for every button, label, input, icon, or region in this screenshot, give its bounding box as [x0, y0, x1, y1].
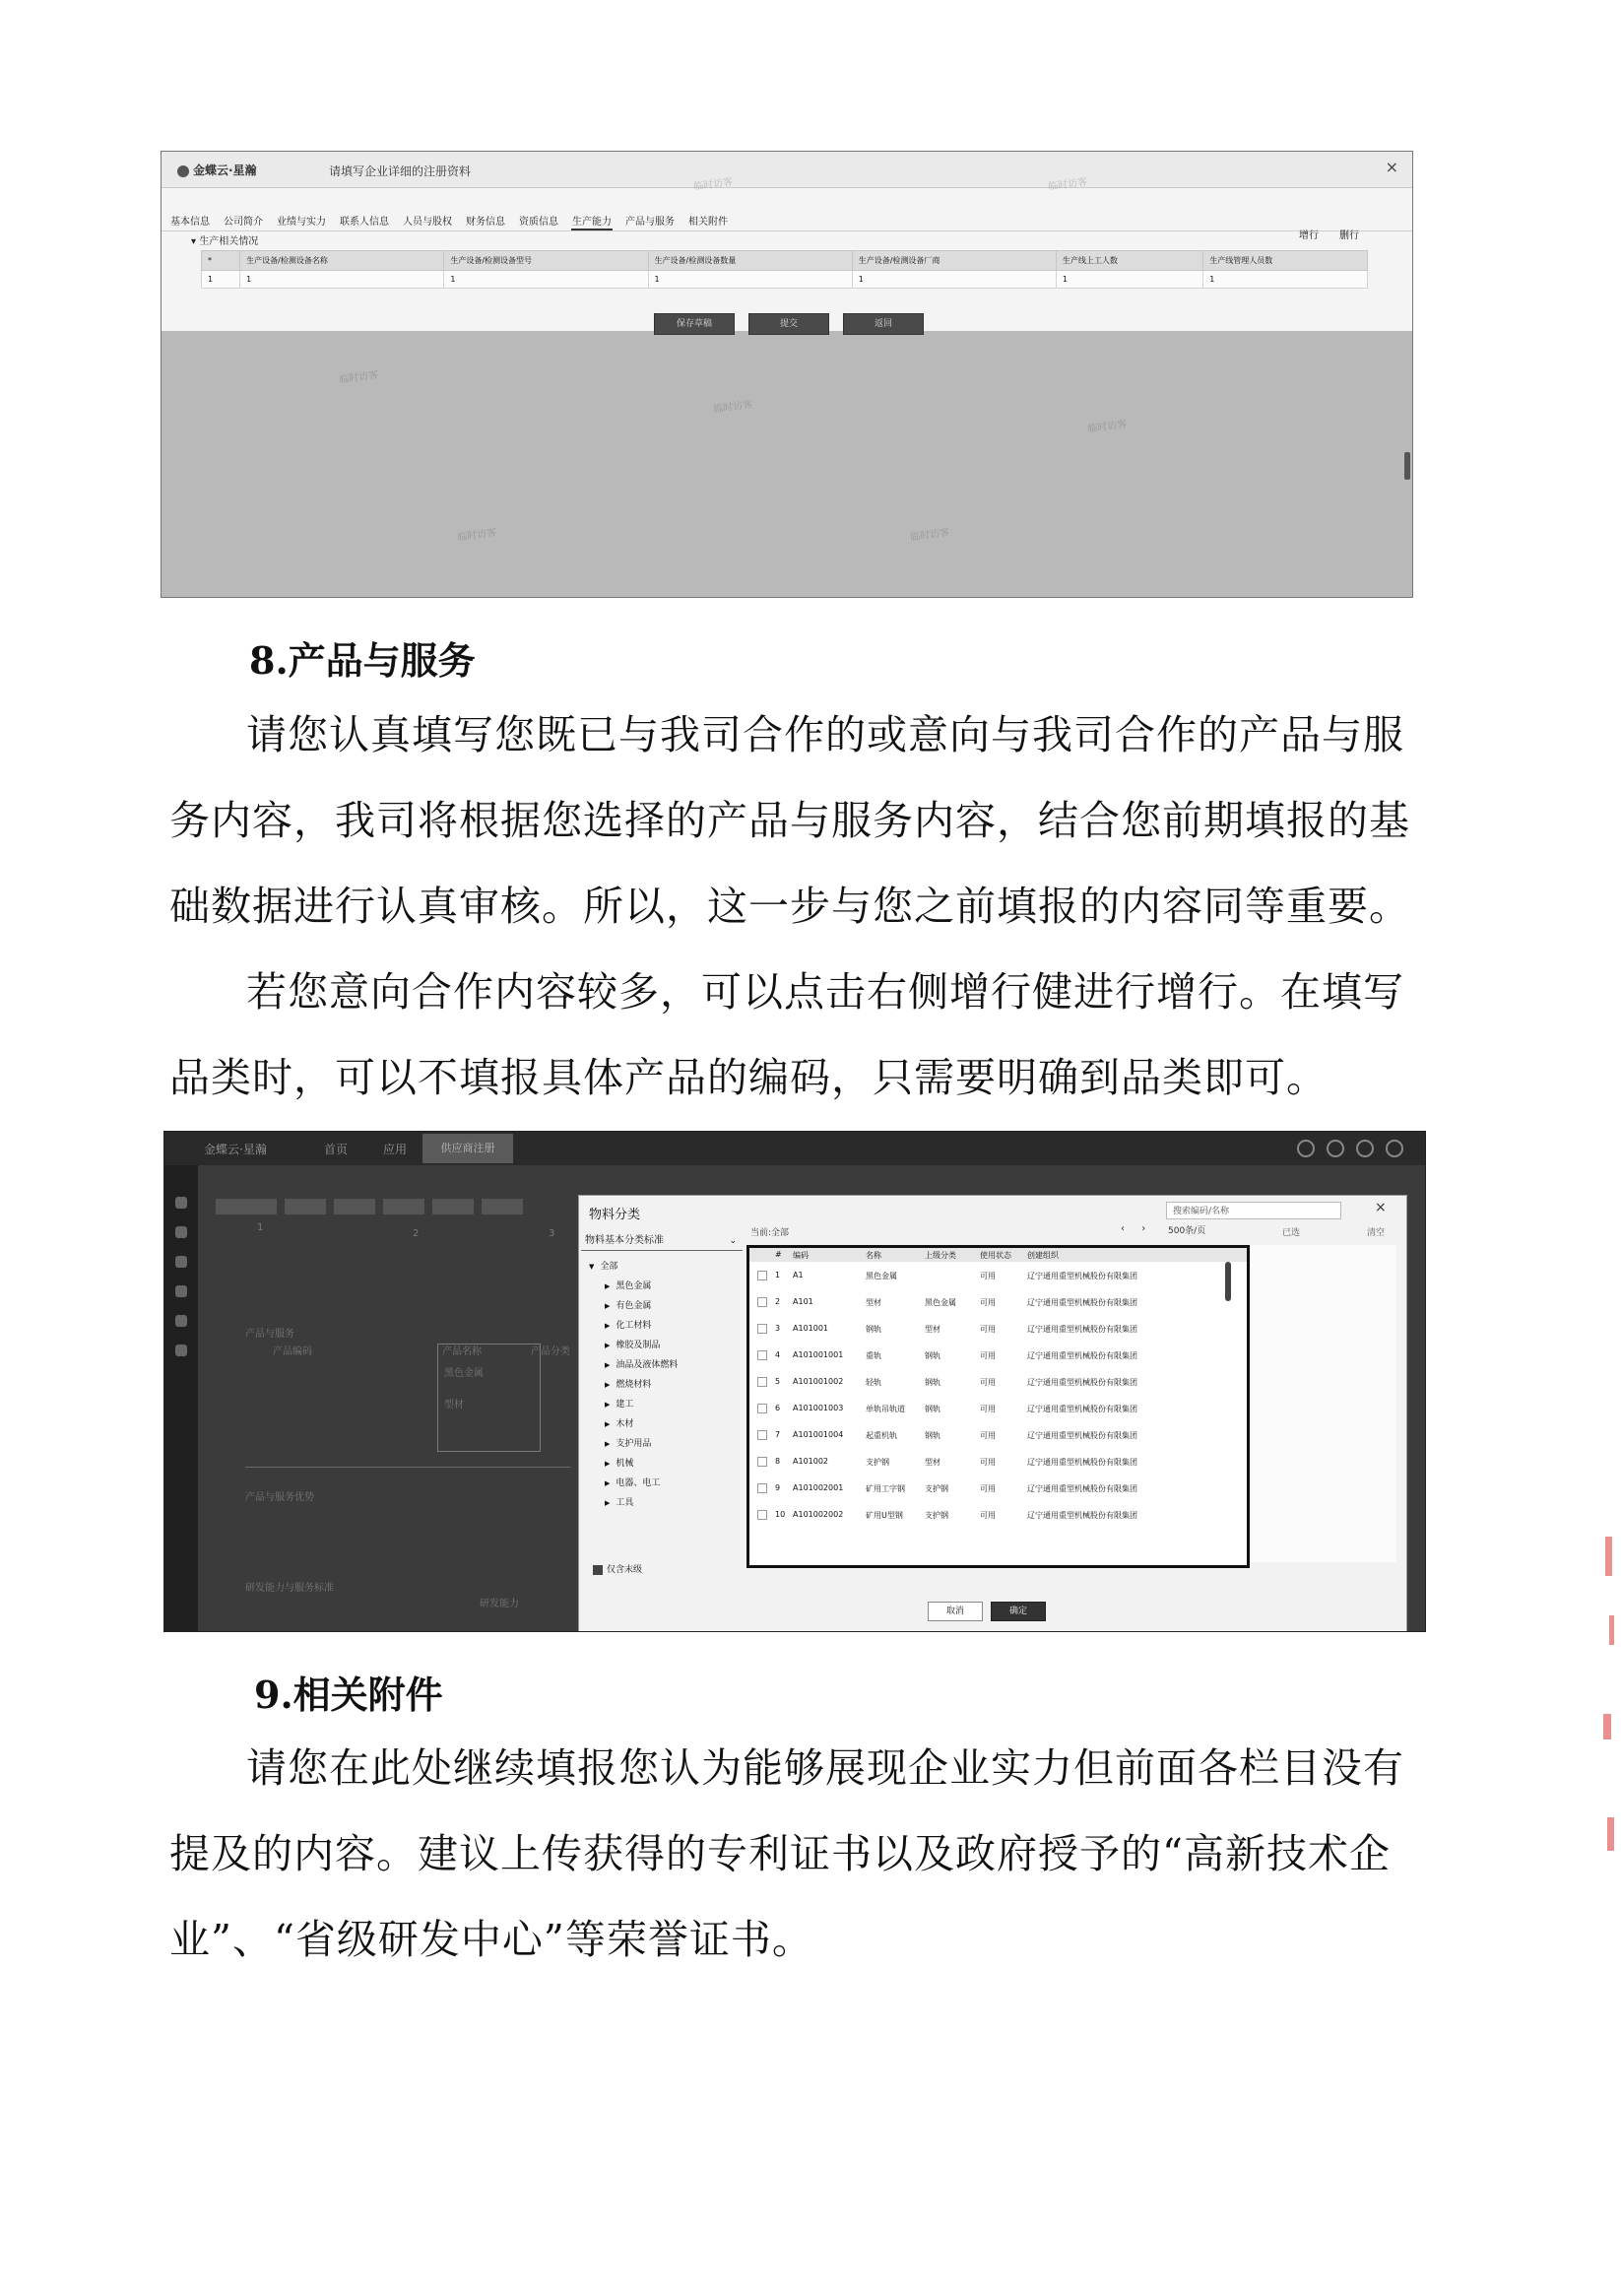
- tree-item[interactable]: [605, 1298, 651, 1311]
- row-index: 1: [202, 271, 240, 289]
- tree-item-label: 电器、电工: [616, 1478, 661, 1488]
- save-draft-button[interactable]: 保存草稿: [654, 313, 735, 335]
- section-production[interactable]: ▾ 生产相关情况: [191, 236, 259, 247]
- cell-code: A101002: [793, 1457, 829, 1466]
- table-row[interactable]: [202, 271, 1368, 289]
- table-row[interactable]: [749, 1288, 1247, 1315]
- paragraph-line: 若您意向合作内容较多，可以点击右侧增行健进行增行。在填写: [246, 968, 1404, 1016]
- scroll-handle[interactable]: [1404, 452, 1410, 480]
- cell-org: 辽宁通用重型机械股份有限集团: [1027, 1351, 1137, 1360]
- cell-no: 10: [775, 1510, 786, 1519]
- form-tabs: [169, 213, 729, 230]
- cell-status: 可用: [980, 1511, 996, 1520]
- watermark: 临时访客: [909, 527, 950, 544]
- cell-name: 轻轨: [866, 1378, 881, 1387]
- paragraph-line: 务内容，我司将根据您选择的产品与服务内容，结合您前期填报的基: [169, 797, 1410, 844]
- scrollbar[interactable]: [1225, 1262, 1231, 1301]
- material-category-screenshot: [163, 1131, 1426, 1632]
- caret-right-icon: ▶: [605, 1302, 611, 1310]
- cell-parent: 支护钢: [925, 1511, 948, 1520]
- menu-icon[interactable]: [175, 1315, 187, 1327]
- material-category-dialog: [578, 1195, 1407, 1632]
- tab-attachments[interactable]: 相关附件: [688, 217, 728, 228]
- app-sidebar: [164, 1165, 198, 1631]
- column-header: 生产设备/检测设备厂商: [852, 251, 1056, 271]
- cell-parent: 型材: [925, 1325, 940, 1334]
- table-row[interactable]: [749, 1448, 1247, 1475]
- help-icon[interactable]: [1327, 1140, 1344, 1157]
- submit-button[interactable]: 提交: [748, 313, 829, 335]
- tree-item[interactable]: [605, 1476, 660, 1488]
- cell-no: 5: [775, 1377, 781, 1386]
- column-header: 使用状态: [980, 1251, 1011, 1260]
- caret-right-icon: ▶: [605, 1420, 611, 1428]
- delete-row-button[interactable]: 删行: [1339, 230, 1359, 241]
- tab-production[interactable]: 生产能力: [571, 213, 613, 230]
- table-cell[interactable]: 1: [240, 271, 444, 289]
- cell-name: 矿用工字钢: [866, 1484, 905, 1493]
- tree-item-label: 油品及液体燃料: [616, 1360, 679, 1370]
- cell-status: 可用: [980, 1431, 996, 1440]
- column-header: 上级分类: [925, 1251, 956, 1260]
- dialog-title: 物料分类: [589, 1208, 641, 1222]
- toolbar-button[interactable]: [334, 1199, 375, 1214]
- cell-org: 辽宁通用重型机械股份有限集团: [1027, 1298, 1137, 1307]
- cell-no: 6: [775, 1404, 781, 1412]
- cell-status: 可用: [980, 1484, 996, 1493]
- row-checkbox[interactable]: [757, 1510, 767, 1520]
- row-checkbox[interactable]: [757, 1297, 767, 1307]
- menu-icon[interactable]: [175, 1345, 187, 1356]
- nav-apps[interactable]: 应用: [383, 1143, 408, 1156]
- column-header: 生产设备/检测设备名称: [240, 251, 444, 271]
- column-header: 编码: [793, 1251, 809, 1260]
- cell-org: 辽宁通用重型机械股份有限集团: [1027, 1325, 1137, 1334]
- brand-name: 金蝶云·星瀚: [193, 164, 257, 177]
- toolbar-button[interactable]: [285, 1199, 326, 1214]
- toolbar-button[interactable]: [432, 1199, 474, 1214]
- cell-parent: 支护钢: [925, 1484, 948, 1493]
- table-cell[interactable]: 1: [648, 271, 852, 289]
- cell-no: 4: [775, 1350, 781, 1359]
- tree-item-label: 全部: [600, 1262, 618, 1272]
- tab-contacts[interactable]: 联系人信息: [340, 217, 389, 228]
- tab-staff-equity[interactable]: 人员与股权: [403, 217, 452, 228]
- brand-logo: [177, 162, 257, 178]
- row-checkbox[interactable]: [757, 1404, 767, 1413]
- tree-item[interactable]: [605, 1338, 660, 1350]
- step-number: 1: [257, 1222, 264, 1233]
- tree-item-label: 木材: [616, 1419, 634, 1429]
- caret-right-icon: ▶: [605, 1361, 611, 1369]
- row-checkbox[interactable]: [757, 1271, 767, 1280]
- toolbar-button[interactable]: [383, 1199, 424, 1214]
- cancel-button[interactable]: 取消: [928, 1602, 983, 1621]
- chevron-down-icon: ⌄: [729, 1236, 737, 1246]
- caret-down-icon: ▼: [589, 1263, 595, 1271]
- section-heading-products: 8.产品与服务: [249, 638, 476, 683]
- checkbox-checked-icon: [593, 1565, 603, 1575]
- cell-parent: 型材: [925, 1458, 940, 1467]
- cell-status: 可用: [980, 1272, 996, 1280]
- dialog-footer: [579, 1594, 1406, 1631]
- caret-right-icon: ▶: [605, 1381, 611, 1389]
- cell-parent: 钢轨: [925, 1351, 940, 1360]
- tab-basic-info[interactable]: 基本信息: [170, 217, 210, 228]
- watermark: 临时访客: [456, 527, 497, 544]
- watermark: 临时访客: [692, 176, 734, 193]
- cell-code: A101002002: [793, 1510, 844, 1519]
- menu-icon[interactable]: [175, 1285, 187, 1297]
- section-heading-attachments: 9.相关附件: [254, 1673, 443, 1717]
- tree-item-label: 燃烧材料: [616, 1380, 652, 1390]
- tree-item-label: 建工: [616, 1400, 634, 1410]
- tree-item[interactable]: [605, 1318, 651, 1331]
- tab-divider: [162, 230, 1412, 231]
- watermark: 临时访客: [1086, 419, 1128, 435]
- cell-no: 3: [775, 1324, 781, 1333]
- table-row[interactable]: [749, 1262, 1247, 1288]
- selected-count: 已选: [1282, 1228, 1301, 1238]
- caret-right-icon: ▶: [605, 1479, 611, 1487]
- cell-status: 可用: [980, 1351, 996, 1360]
- table-row[interactable]: [749, 1368, 1247, 1395]
- cell-status: 可用: [980, 1458, 996, 1467]
- tab-company-profile[interactable]: 公司简介: [224, 217, 263, 228]
- pagination: [1121, 1223, 1206, 1236]
- ok-button[interactable]: 确定: [991, 1602, 1046, 1621]
- tree-item-label: 黑色金属: [616, 1281, 652, 1291]
- table-row[interactable]: [749, 1315, 1247, 1342]
- search-input[interactable]: 搜索编码/名称: [1166, 1202, 1341, 1219]
- cell-code: A101001: [793, 1324, 829, 1333]
- row-checkbox[interactable]: [757, 1430, 767, 1440]
- category-list-panel: [746, 1219, 1400, 1590]
- column-header: #: [775, 1250, 782, 1259]
- cell-org: 辽宁通用重型机械股份有限集团: [1027, 1405, 1137, 1413]
- close-icon[interactable]: ×: [1375, 1200, 1387, 1215]
- table-cell[interactable]: 1: [1056, 271, 1202, 289]
- tab-finance[interactable]: 财务信息: [466, 217, 505, 228]
- product-table-frame: [437, 1344, 541, 1452]
- page-size-select[interactable]: 500条/页: [1168, 1226, 1206, 1236]
- watermark: 临时访客: [712, 399, 753, 416]
- prev-page-button[interactable]: ‹: [1121, 1223, 1125, 1234]
- watermark: 临时访客: [338, 369, 379, 386]
- next-page-button[interactable]: ›: [1141, 1223, 1146, 1234]
- section-title: 产品与服务优势: [245, 1492, 314, 1503]
- tree-item-label: 有色金属: [616, 1301, 652, 1311]
- tree-item[interactable]: [605, 1377, 651, 1390]
- cell-no: 2: [775, 1297, 781, 1306]
- tab-products-services[interactable]: 产品与服务: [625, 217, 675, 228]
- table-cell[interactable]: 1: [852, 271, 1056, 289]
- cell-name: 起重机轨: [866, 1431, 897, 1440]
- close-icon[interactable]: ×: [1385, 158, 1398, 176]
- table-cell[interactable]: 1: [444, 271, 648, 289]
- caret-right-icon: ▶: [605, 1460, 611, 1468]
- registration-form-screenshot: [161, 151, 1413, 598]
- nav-home[interactable]: 首页: [324, 1143, 349, 1156]
- nav-supplier-registration[interactable]: 供应商注册: [422, 1134, 513, 1163]
- equipment-table: [201, 250, 1368, 289]
- cell-value: 黑色金属: [444, 1368, 484, 1379]
- search-icon[interactable]: [1297, 1140, 1315, 1157]
- cell-code: A101: [793, 1297, 813, 1306]
- cell-code: A101001002: [793, 1377, 844, 1386]
- standard-select[interactable]: [581, 1231, 743, 1251]
- section-title: 研发能力与服务标准: [245, 1583, 334, 1594]
- cell-code: A101001001: [793, 1350, 844, 1359]
- cell-code: A101001004: [793, 1430, 844, 1439]
- seal-mark: [1603, 1714, 1611, 1739]
- cell-value: 型材: [444, 1400, 464, 1410]
- cell-org: 辽宁通用重型机械股份有限集团: [1027, 1458, 1137, 1467]
- brand-name: 金蝶云·星瀚: [204, 1143, 267, 1156]
- table-header: [749, 1248, 1247, 1262]
- row-checkbox[interactable]: [757, 1377, 767, 1387]
- cell-status: 可用: [980, 1405, 996, 1413]
- category-table: [746, 1245, 1250, 1568]
- column-header: 生产线管理人员数: [1203, 251, 1368, 271]
- form-actions: [654, 313, 924, 335]
- cell-name: 钢轨: [866, 1325, 881, 1334]
- cell-org: 辽宁通用重型机械股份有限集团: [1027, 1378, 1137, 1387]
- tree-item-label: 支护用品: [616, 1439, 652, 1449]
- category-tree-panel: [579, 1229, 745, 1590]
- dialog-title: 请填写企业详细的注册资料: [329, 164, 472, 178]
- cell-org: 辽宁通用重型机械股份有限集团: [1027, 1484, 1137, 1493]
- tree-item[interactable]: [605, 1456, 633, 1469]
- toolbar-button[interactable]: [482, 1199, 523, 1214]
- caret-right-icon: ▶: [605, 1282, 611, 1290]
- row-checkbox[interactable]: [757, 1324, 767, 1334]
- table-row[interactable]: [749, 1501, 1247, 1528]
- cell-no: 7: [775, 1430, 781, 1439]
- column-header: 名称: [866, 1251, 881, 1260]
- avatar[interactable]: [1386, 1140, 1403, 1157]
- cell-name: 单轨吊轨道: [866, 1405, 905, 1413]
- tree-item-label: 机械: [616, 1459, 634, 1469]
- cell-no: 1: [775, 1271, 781, 1279]
- menu-icon[interactable]: [175, 1197, 187, 1209]
- tab-performance[interactable]: 业绩与实力: [277, 217, 326, 228]
- app-topbar: [164, 1132, 1425, 1165]
- clear-button[interactable]: 清空: [1367, 1228, 1386, 1238]
- tree-item-label: 工具: [616, 1498, 634, 1508]
- section-title: 产品与服务: [245, 1329, 294, 1340]
- cell-no: 8: [775, 1457, 781, 1466]
- paragraph-line: 品类时，可以不填报具体产品的编码，只需要明确到品类即可。: [169, 1054, 1328, 1101]
- menu-icon[interactable]: [175, 1256, 187, 1268]
- cell-parent: 钢轨: [925, 1378, 940, 1387]
- cell-code: A101002001: [793, 1483, 844, 1492]
- tree-item-label: 橡胶及制品: [616, 1341, 661, 1350]
- caret-right-icon: ▶: [605, 1440, 611, 1448]
- column-header: 产品名称: [442, 1346, 482, 1357]
- cell-parent: 黑色金属: [925, 1298, 956, 1307]
- tree-item[interactable]: [605, 1279, 651, 1291]
- cell-org: 辽宁通用重型机械股份有限集团: [1027, 1511, 1137, 1520]
- tree-item[interactable]: [605, 1436, 651, 1449]
- tree-item[interactable]: [605, 1397, 633, 1410]
- cell-name: 矿用U型钢: [866, 1511, 903, 1520]
- paragraph-line: 请您在此处继续填报您认为能够展现企业实力但前面各栏目没有: [246, 1744, 1404, 1792]
- column-header: 创建组织: [1027, 1251, 1059, 1260]
- add-row-button[interactable]: 增行: [1299, 230, 1319, 241]
- toolbar-button[interactable]: [216, 1199, 277, 1214]
- paragraph-line: 提及的内容。建议上传获得的专利证书以及政府授予的“高新技术企: [169, 1830, 1391, 1877]
- tree-root[interactable]: [589, 1259, 617, 1272]
- checkbox-label: 仅含末级: [607, 1565, 643, 1575]
- tab-qualification[interactable]: 资质信息: [519, 217, 558, 228]
- cell-org: 辽宁通用重型机械股份有限集团: [1027, 1272, 1137, 1280]
- paragraph-line: 请您认真填写您既已与我司合作的或意向与我司合作的产品与服: [246, 711, 1404, 758]
- row-checkbox[interactable]: [757, 1483, 767, 1493]
- column-header: 生产设备/检测设备型号: [444, 251, 648, 271]
- cell-org: 辽宁通用重型机械股份有限集团: [1027, 1431, 1137, 1440]
- row-checkbox[interactable]: [757, 1350, 767, 1360]
- tree-item[interactable]: [605, 1495, 633, 1508]
- tree-item-label: 化工材料: [616, 1321, 652, 1331]
- tree-item[interactable]: [605, 1416, 633, 1429]
- step-number: 2: [413, 1228, 420, 1239]
- cell-status: 可用: [980, 1325, 996, 1334]
- cell-parent: 钢轨: [925, 1431, 940, 1440]
- selected-items-panel: [1251, 1245, 1396, 1562]
- logo-icon: [177, 165, 189, 177]
- cell-no: 9: [775, 1483, 781, 1492]
- row-checkbox[interactable]: [757, 1457, 767, 1467]
- caret-right-icon: ▶: [605, 1499, 611, 1507]
- step-number: 3: [549, 1228, 555, 1239]
- caret-right-icon: ▶: [605, 1322, 611, 1330]
- notification-icon[interactable]: [1356, 1140, 1374, 1157]
- table-row[interactable]: [749, 1395, 1247, 1421]
- caret-right-icon: ▶: [605, 1401, 611, 1409]
- column-header: 产品编码: [273, 1346, 312, 1357]
- cell-name: 支护钢: [866, 1458, 889, 1467]
- cell-code: A1: [793, 1271, 804, 1279]
- menu-icon[interactable]: [175, 1226, 187, 1238]
- cell-status: 可用: [980, 1378, 996, 1387]
- cell-parent: 钢轨: [925, 1405, 940, 1413]
- caret-right-icon: ▶: [605, 1342, 611, 1349]
- paragraph-line: 业”、“省级研发中心”等荣誉证书。: [169, 1916, 813, 1963]
- leaf-only-checkbox[interactable]: [593, 1562, 642, 1575]
- seal-mark: [1609, 1615, 1614, 1645]
- cell-status: 可用: [980, 1298, 996, 1307]
- table-row[interactable]: [749, 1421, 1247, 1448]
- seal-mark: [1607, 1817, 1614, 1851]
- column-header: *: [202, 251, 240, 271]
- cell-name: 黑色金属: [866, 1272, 897, 1280]
- back-button[interactable]: 返回: [843, 313, 924, 335]
- standard-select-value: 物料基本分类标准: [585, 1235, 664, 1246]
- tree-item[interactable]: [605, 1357, 678, 1370]
- breadcrumb: 当前:全部: [750, 1228, 790, 1238]
- cell-value: 研发能力: [480, 1599, 519, 1609]
- column-header: 产品分类: [531, 1346, 570, 1357]
- column-header: 生产设备/检测设备数量: [648, 251, 852, 271]
- cell-name: 重轨: [866, 1351, 881, 1360]
- seal-mark: [1605, 1537, 1612, 1576]
- dialog-titlebar: [162, 152, 1412, 188]
- paragraph-line: 础数据进行认真审核。所以，这一步与您之前填报的内容同等重要。: [169, 883, 1410, 930]
- cell-name: 型材: [866, 1298, 881, 1307]
- column-header: 生产线上工人数: [1056, 251, 1202, 271]
- table-row[interactable]: [749, 1475, 1247, 1501]
- divider: [245, 1467, 570, 1468]
- watermark: 临时访客: [1047, 176, 1088, 193]
- cell-code: A101001003: [793, 1404, 844, 1412]
- table-row[interactable]: [749, 1342, 1247, 1368]
- table-header: [202, 251, 1368, 271]
- table-cell[interactable]: 1: [1203, 271, 1368, 289]
